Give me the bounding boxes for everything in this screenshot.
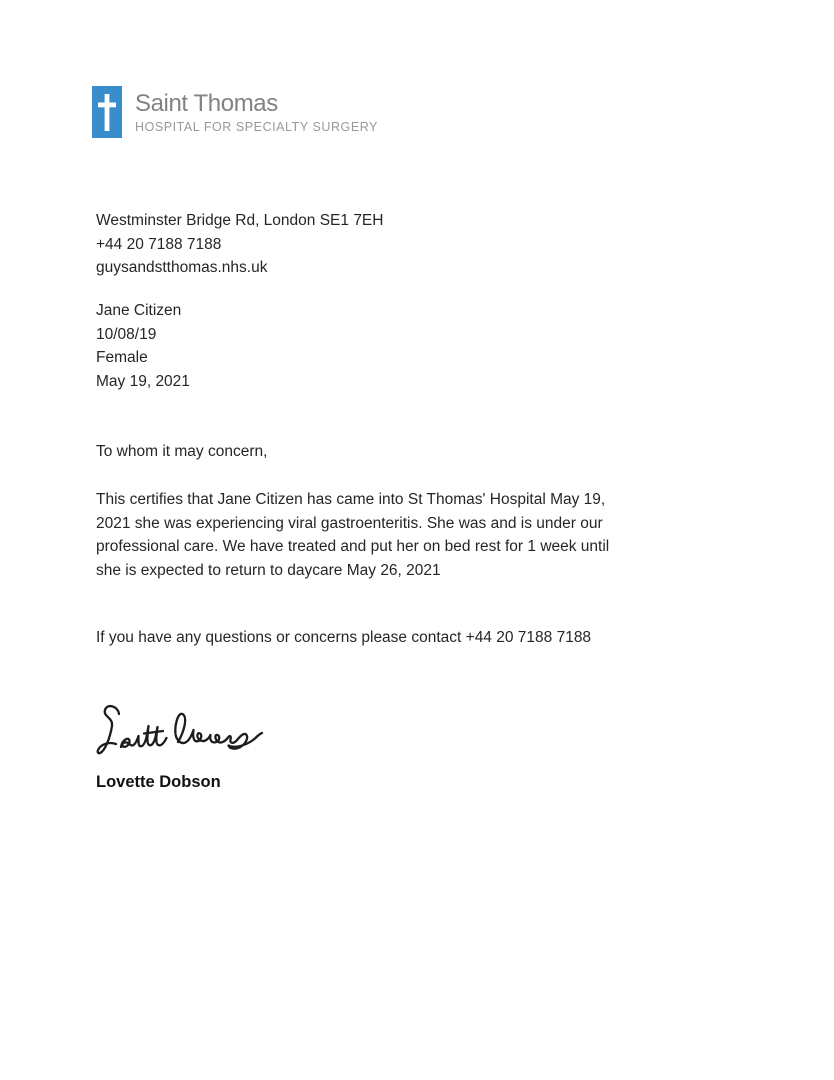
- handwritten-signature-image: [94, 701, 266, 763]
- letter-body-line: professional care. We have treated and put her on bed rest for 1 week until: [96, 538, 610, 555]
- letter-date: May 19, 2021: [96, 372, 190, 390]
- hospital-website: guysandstthomas.nhs.uk: [96, 259, 268, 276]
- cross-icon: [92, 86, 122, 138]
- hospital-phone: +44 20 7188 7188: [96, 235, 222, 253]
- letter-body: [96, 488, 609, 582]
- letter-body-line: 2021 she was experiencing viral gastroenteritis. She was and is under our: [96, 514, 603, 532]
- hospital-logo: [92, 86, 378, 138]
- hospital-name: Saint Thomas: [135, 90, 278, 117]
- patient-date-of-birth: 10/08/19: [96, 325, 157, 343]
- patient-name: Jane Citizen: [96, 302, 182, 319]
- salutation: To whom it may concern,: [96, 443, 268, 460]
- letter-body-line: she is expected to return to daycare May 26, 2021: [96, 561, 441, 579]
- patient-info-block: [96, 299, 190, 393]
- patient-sex: Female: [96, 349, 148, 366]
- hospital-tagline: HOSPITAL FOR SPECIALTY SURGERY: [135, 120, 378, 134]
- hospital-logo-text: [135, 86, 378, 134]
- hospital-address: Westminster Bridge Rd, London SE1 7EH: [96, 212, 384, 229]
- signer-printed-name: Lovette Dobson: [96, 773, 221, 791]
- hospital-contact-block: [96, 209, 383, 280]
- questions-contact-line: If you have any questions or concerns please contact +44 20 7188 7188: [96, 629, 592, 646]
- letter-body-line: This certifies that Jane Citizen has came into St Thomas' Hospital May 19,: [96, 491, 606, 508]
